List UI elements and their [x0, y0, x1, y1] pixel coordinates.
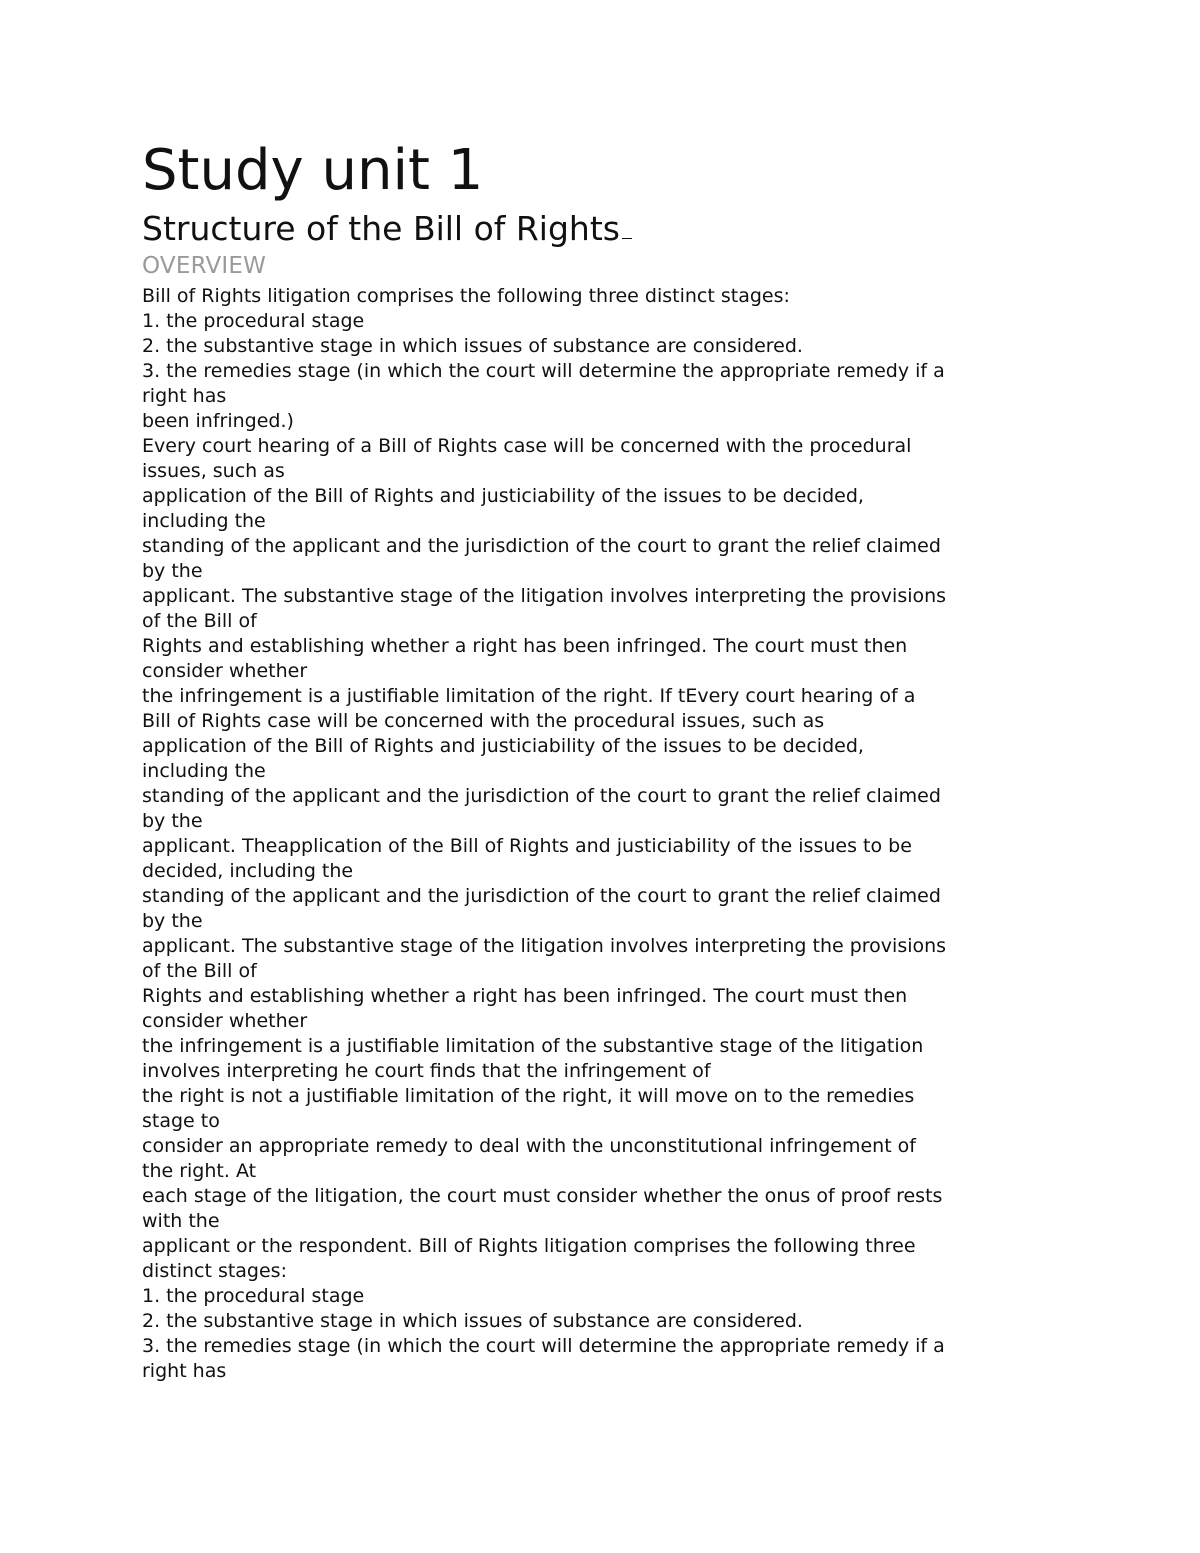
text-line: been infringed.): [142, 410, 294, 433]
text-line: 2. the substantive stage in which issues of substance are considered.: [142, 1310, 803, 1333]
text-line: standing of the applicant and the jurisdiction of the court to grant the relief claimed: [142, 785, 941, 808]
text-line: application of the Bill of Rights and justiciability of the issues to be decided,: [142, 485, 864, 508]
text-line: 2. the substantive stage in which issues of substance are considered.: [142, 335, 803, 358]
text-line: of the Bill of: [142, 610, 257, 633]
subtitle-underline-mark: [622, 238, 632, 239]
text-line: right has: [142, 1360, 227, 1383]
text-line: issues, such as: [142, 460, 285, 483]
text-line: applicant. The substantive stage of the litigation involves interpreting the provisions: [142, 935, 947, 958]
text-line: by the: [142, 810, 203, 833]
text-line: applicant or the respondent. Bill of Rights litigation comprises the following three: [142, 1235, 916, 1258]
text-line: Bill of Rights case will be concerned with the procedural issues, such as: [142, 710, 825, 733]
text-line: including the: [142, 760, 266, 783]
text-line: involves interpreting he court finds that the infringement of: [142, 1060, 711, 1083]
document-body: [142, 140, 1072, 1384]
text-line: standing of the applicant and the jurisdiction of the court to grant the relief claimed: [142, 535, 941, 558]
text-line: Rights and establishing whether a right has been infringed. The court must then: [142, 985, 908, 1008]
text-line: the infringement is a justifiable limitation of the substantive stage of the litigation: [142, 1035, 924, 1058]
text-line: consider whether: [142, 660, 308, 683]
text-line: 3. the remedies stage (in which the court will determine the appropriate remedy if a: [142, 360, 945, 383]
text-line: Every court hearing of a Bill of Rights case will be concerned with the procedural: [142, 435, 912, 458]
text-line: stage to: [142, 1110, 220, 1133]
text-line: of the Bill of: [142, 960, 257, 983]
text-line: the right. At: [142, 1160, 257, 1183]
text-line: application of the Bill of Rights and justiciability of the issues to be decided,: [142, 735, 864, 758]
text-line: with the: [142, 1210, 220, 1233]
text-line: by the: [142, 910, 203, 933]
text-line: 3. the remedies stage (in which the court will determine the appropriate remedy if a: [142, 1335, 945, 1358]
page-subtitle: [142, 208, 1072, 249]
text-line: Rights and establishing whether a right has been infringed. The court must then: [142, 635, 908, 658]
text-line: distinct stages:: [142, 1260, 287, 1283]
text-line: applicant. Theapplication of the Bill of Rights and justiciability of the issues to be: [142, 835, 912, 858]
subtitle-text: Structure of the Bill of Rights: [142, 208, 620, 248]
text-line: Bill of Rights litigation comprises the following three distinct stages:: [142, 285, 790, 308]
text-line: consider an appropriate remedy to deal with the unconstitutional infringement of: [142, 1135, 916, 1158]
text-line: by the: [142, 560, 203, 583]
text-line: including the: [142, 510, 266, 533]
text-line: decided, including the: [142, 860, 354, 883]
overview-heading: OVERVIEW: [142, 252, 267, 279]
text-line: the infringement is a justifiable limitation of the right. If tEvery court hearing of a: [142, 685, 916, 708]
text-line: consider whether: [142, 1010, 308, 1033]
body-text: [142, 284, 1072, 1384]
page-title: Study unit 1: [142, 138, 484, 203]
text-line: 1. the procedural stage: [142, 310, 365, 333]
text-line: applicant. The substantive stage of the litigation involves interpreting the provisions: [142, 585, 947, 608]
text-line: standing of the applicant and the jurisdiction of the court to grant the relief claimed: [142, 885, 941, 908]
text-line: 1. the procedural stage: [142, 1285, 365, 1308]
text-line: right has: [142, 385, 227, 408]
text-line: the right is not a justifiable limitation of the right, it will move on to the remedies: [142, 1085, 915, 1108]
text-line: each stage of the litigation, the court must consider whether the onus of proof rests: [142, 1185, 943, 1208]
